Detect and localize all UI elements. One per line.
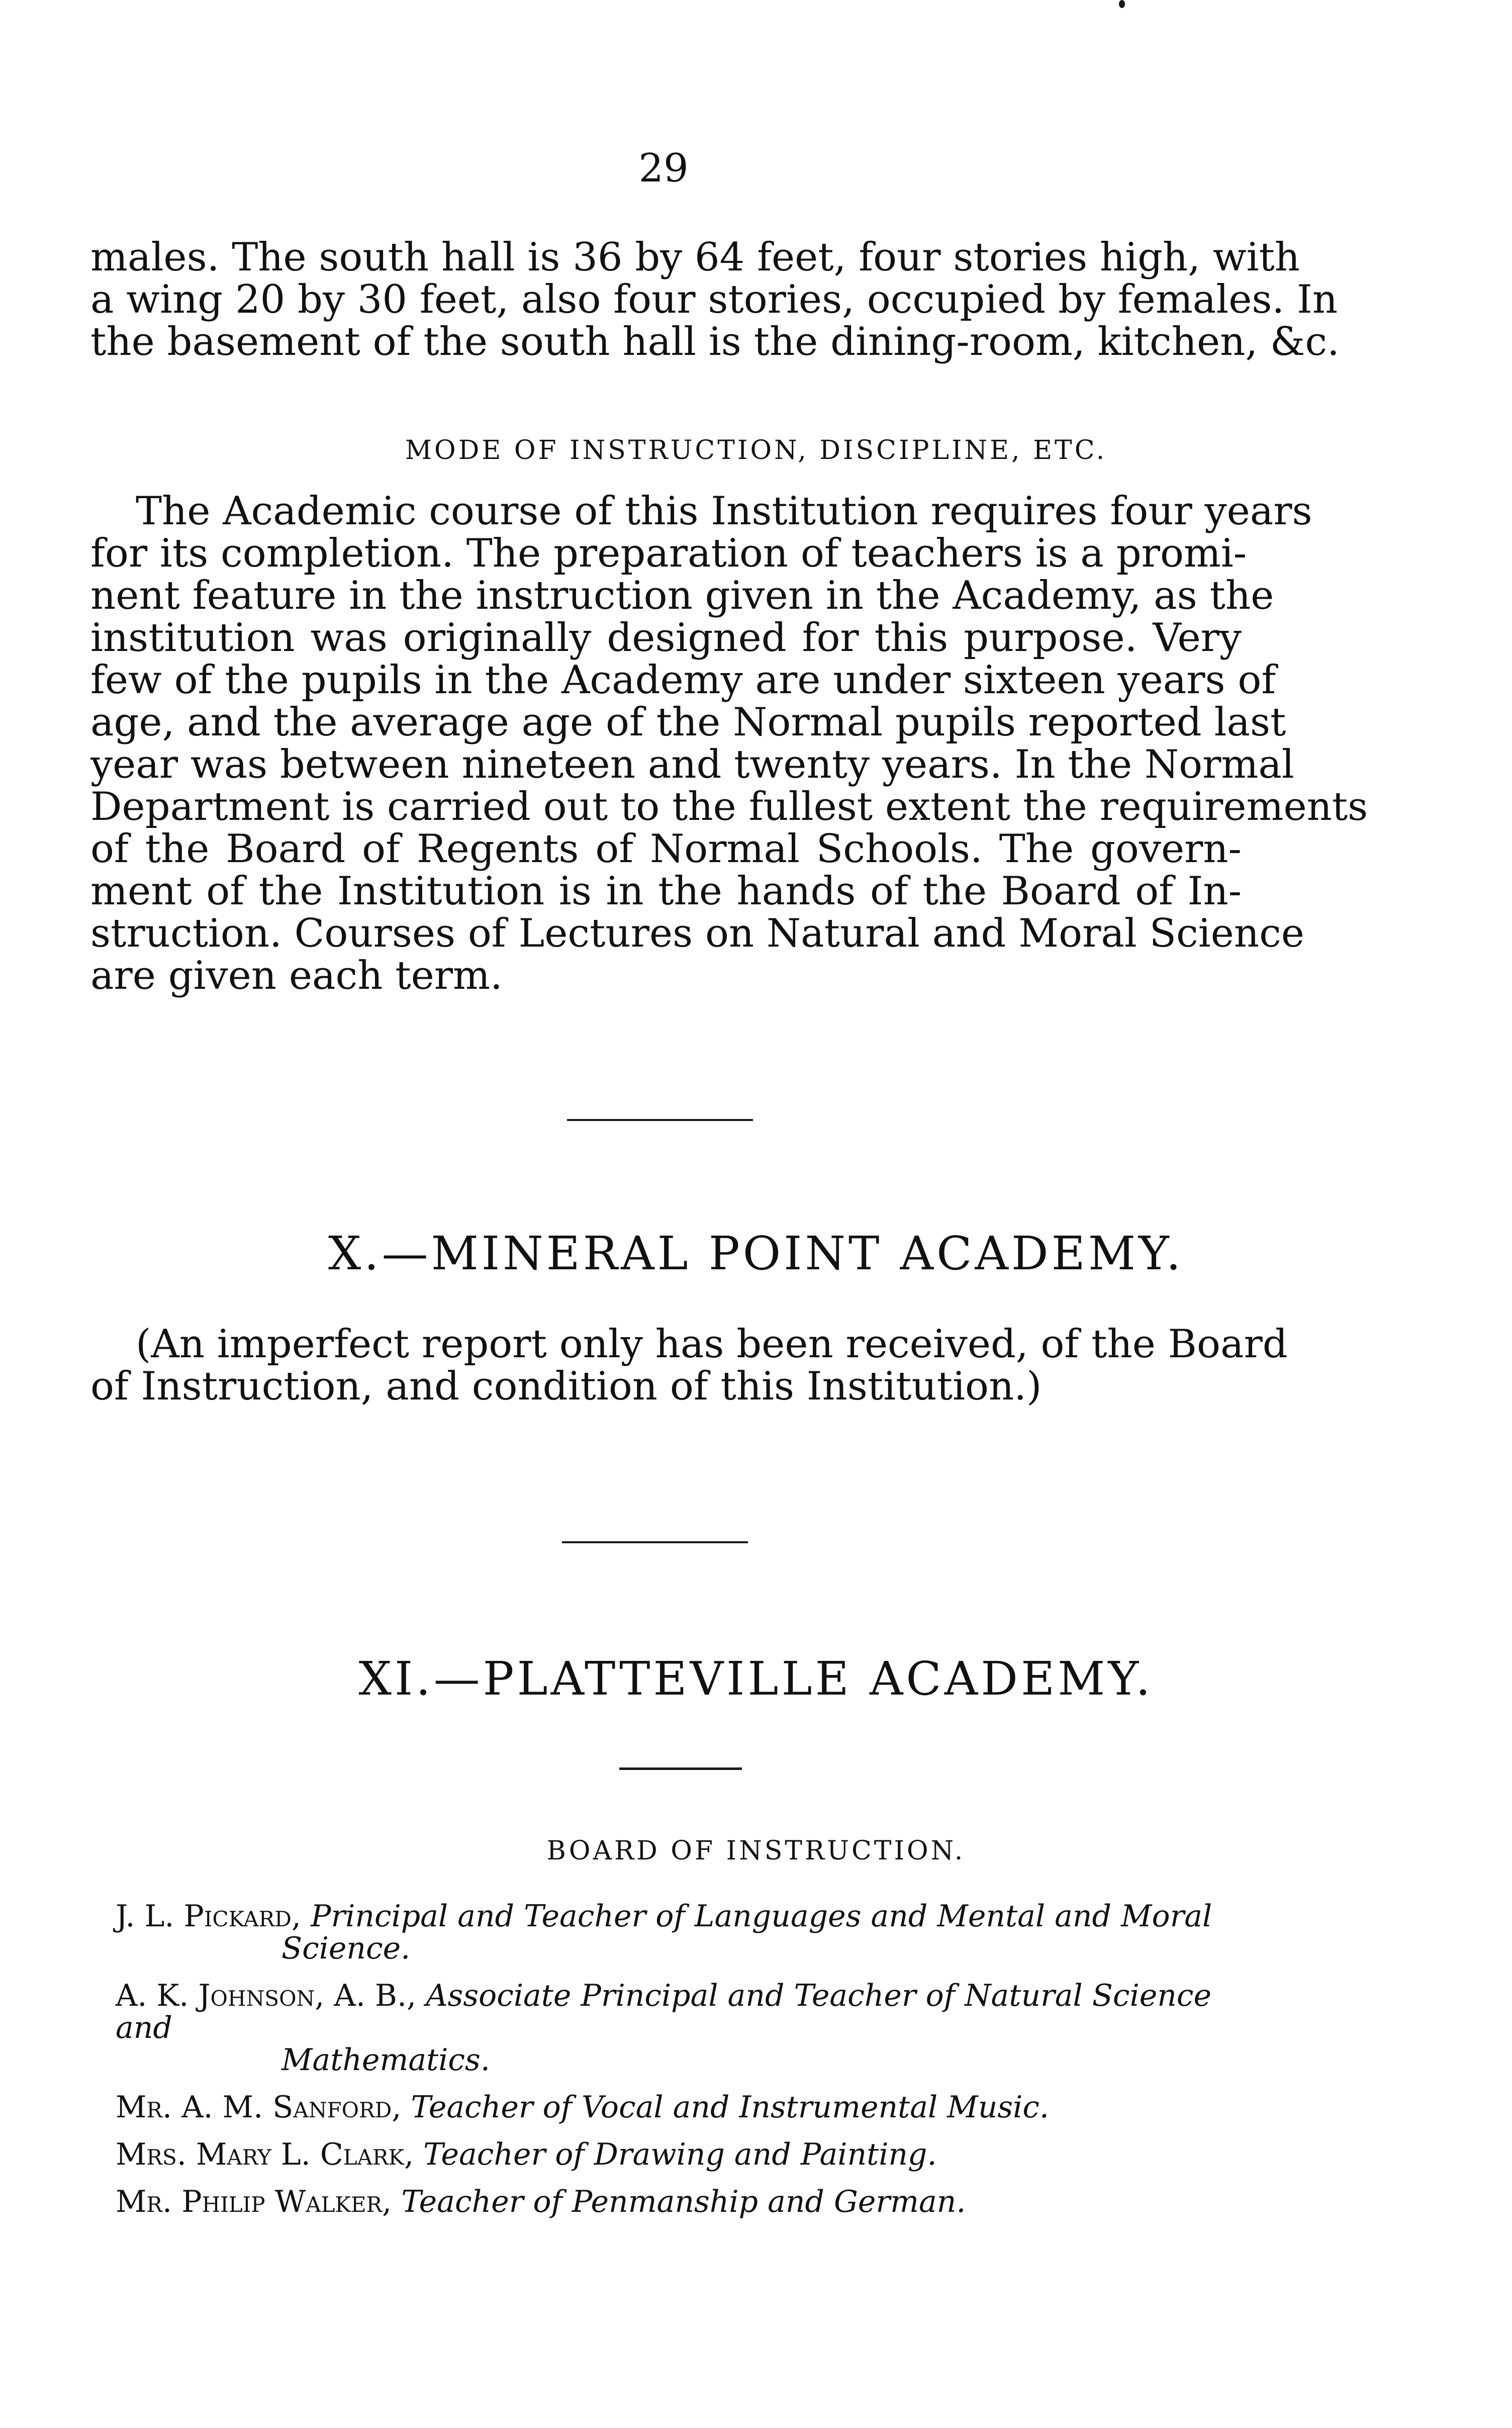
platteville-title: XI.—PLATTEVILLE ACADEMY. [358,1652,1154,1706]
member-name: Mr. Philip Walker, [116,2184,392,2219]
title-underline [619,1767,742,1770]
member-name: J. L. Pickard, [116,1899,301,1934]
board-member [116,1980,1257,2076]
member-name: A. K. Johnson, A. B., [116,1978,417,2013]
text-line: males. The south hall is 36 by 64 feet, four stories high, with [90,235,1300,280]
text-line: ment of the Institution is in the hands of the Board of In- [90,869,1242,914]
board-member [116,1900,1257,1965]
mineral-point-title: X.—MINERAL POINT ACADEMY. [328,1227,1184,1280]
member-title-continuation: Mathematics. [281,2042,490,2078]
member-title: Teacher of Drawing and Painting. [423,2137,937,2172]
text-line: year was between nineteen and twenty years. In the Normal [90,742,1294,787]
text-line: are given each term. [90,953,503,998]
board-roster [116,1900,1257,2233]
text-line: nent feature in the instruction given in the Academy, as the [90,573,1274,618]
member-title: Teacher of Penmanship and German. [401,2184,966,2219]
page-number: 29 [638,146,689,191]
text-line: for its completion. The preparation of teachers is a promi- [90,531,1247,576]
board-member [116,2138,1257,2171]
text-line: The Academic course of this Institution requires four years [136,489,1312,534]
mode-section-heading: MODE OF INSTRUCTION, DISCIPLINE, ETC. [405,435,1107,465]
text-line: a wing 20 by 30 feet, also four stories, occupied by females. In [90,277,1338,322]
ink-speck [1119,0,1125,8]
member-name: Mrs. Mary L. Clark, [116,2137,414,2172]
board-member [116,2091,1257,2123]
board-member [116,2186,1257,2218]
member-title: Principal and Teacher of Languages and Mental and Moral [311,1899,1212,1934]
text-line: age, and the average age of the Normal pupils reported last [90,700,1286,745]
mineral-point-note [90,1322,1288,1409]
intro-paragraph [90,235,1340,364]
text-line: institution was originally designed for this purpose. Very [90,615,1242,661]
text-line: struction. Courses of Lectures on Natural and Moral Science [90,911,1304,956]
member-title: Associate Principal and Teacher of Natural Science and [116,1978,1211,2045]
board-of-instruction-heading: BOARD OF INSTRUCTION. [546,1836,966,1866]
text-line: the basement of the south hall is the dining-room, kitchen, &c. [90,319,1340,364]
section-divider [567,1119,753,1121]
text-line: few of the pupils in the Academy are under sixteen years of [90,658,1276,703]
section-divider [562,1541,748,1543]
text-line: of Instruction, and condition of this Institution.) [90,1364,1042,1409]
text-line: of the Board of Regents of Normal Schools. The govern- [90,826,1242,872]
member-title-continuation: Science. [281,1931,411,1966]
mode-section-paragraph [90,489,1368,998]
member-name: Mr. A. M. Sanford, [116,2090,402,2125]
text-line: Department is carried out to the fullest extent the requirements [90,784,1368,829]
member-title: Teacher of Vocal and Instrumental Music. [411,2090,1049,2125]
text-line: (An imperfect report only has been received, of the Board [136,1322,1288,1367]
